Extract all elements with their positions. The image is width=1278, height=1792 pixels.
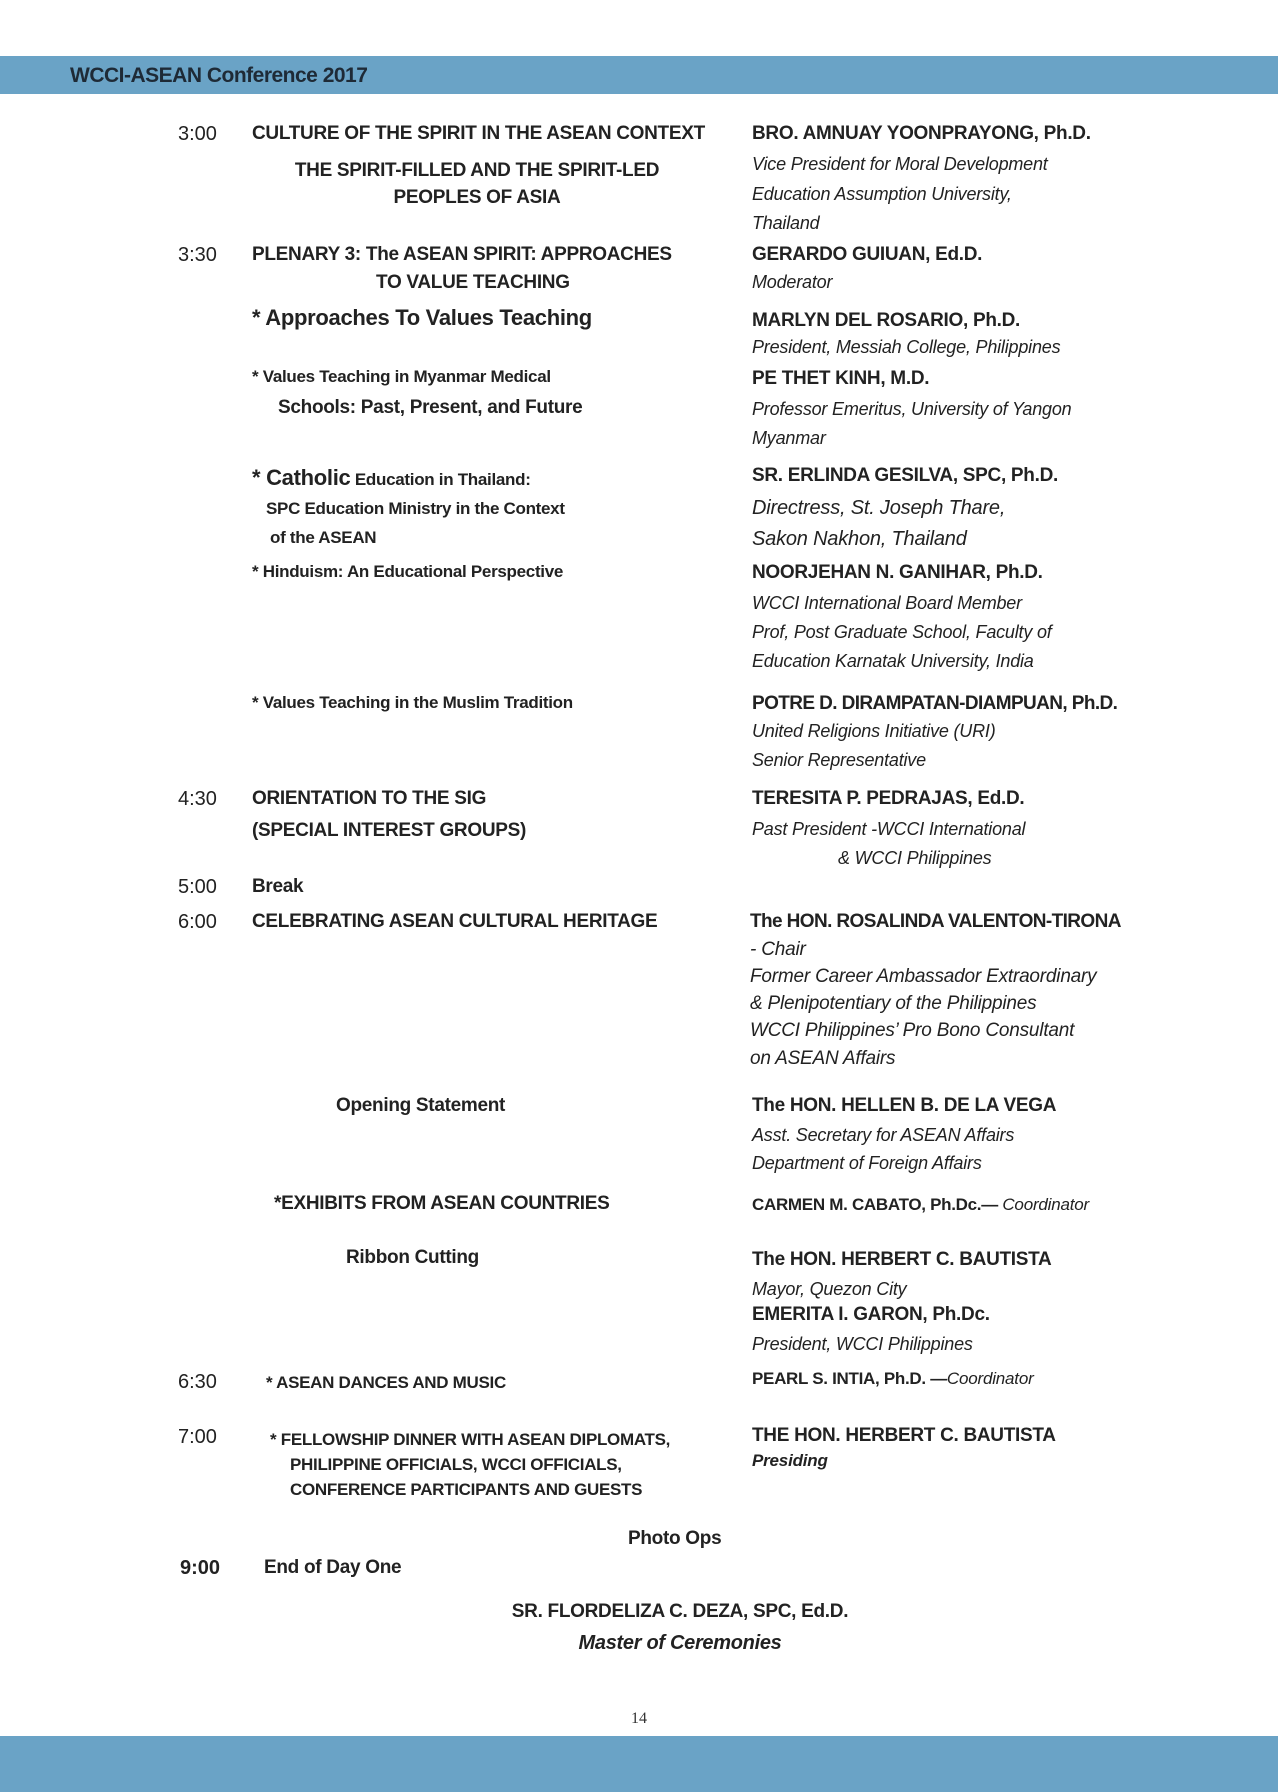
speaker-role: Myanmar xyxy=(752,428,826,448)
speaker-name: The HON. ROSALINDA VALENTON-TIRONA xyxy=(750,911,1121,932)
session-title: Break xyxy=(252,876,304,897)
speaker-role: Former Career Ambassador Extraordinary xyxy=(750,966,1097,987)
speaker-name: THE HON. HERBERT C. BAUTISTA xyxy=(752,1425,1056,1446)
speaker-name: TERESITA P. PEDRAJAS, Ed.D. xyxy=(752,788,1025,809)
speaker-role: United Religions Initiative (URI) xyxy=(752,721,996,741)
time-6-30: 6:30 xyxy=(178,1371,217,1393)
session-subtitle: THE SPIRIT-FILLED AND THE SPIRIT-LED xyxy=(294,160,660,181)
header-title: WCCI-ASEAN Conference 2017 xyxy=(70,64,368,87)
speaker-name xyxy=(752,1369,1034,1389)
time-9-00: 9:00 xyxy=(180,1557,221,1579)
speaker-role: Coordinator xyxy=(946,1369,1034,1388)
speaker-role: Mayor, Quezon City xyxy=(752,1279,907,1299)
session-title: CELEBRATING ASEAN CULTURAL HERITAGE xyxy=(252,911,658,932)
speaker-role: Thailand xyxy=(752,213,820,233)
session-title: (SPECIAL INTEREST GROUPS) xyxy=(252,820,527,841)
speaker-name: PE THET KINH, M.D. xyxy=(752,368,930,389)
speaker-role: Education Karnatak University, India xyxy=(752,651,1034,671)
speaker-role: on ASEAN Affairs xyxy=(750,1048,896,1069)
time-3-30: 3:30 xyxy=(178,244,217,266)
speaker-role: Asst. Secretary for ASEAN Affairs xyxy=(752,1125,1015,1145)
speaker-name: BRO. AMNUAY YOONPRAYONG, Ph.D. xyxy=(752,123,1091,144)
speaker-role: Department of Foreign Affairs xyxy=(752,1153,982,1173)
topic-item: Opening Statement xyxy=(336,1095,506,1116)
speaker-name: EMERITA I. GARON, Ph.Dc. xyxy=(752,1304,990,1325)
photo-ops-note: Photo Ops xyxy=(628,1528,722,1549)
speaker-role: Senior Representative xyxy=(752,750,926,770)
speaker-name-text: CARMEN M. CABATO, Ph.Dc.— xyxy=(752,1195,1003,1214)
topic-item: * FELLOWSHIP DINNER WITH ASEAN DIPLOMATS, xyxy=(270,1430,671,1449)
session-title: TO VALUE TEACHING xyxy=(376,272,570,293)
speaker-name: SR. ERLINDA GESILVA, SPC, Ph.D. xyxy=(752,465,1058,486)
topic-item: of the ASEAN xyxy=(270,528,377,547)
topic-item xyxy=(252,465,531,490)
speaker-name: MARLYN DEL ROSARIO, Ph.D. xyxy=(752,310,1021,331)
speaker-role: - Chair xyxy=(750,939,806,960)
topic-item: * ASEAN DANCES AND MUSIC xyxy=(266,1373,506,1392)
topic-item: SPC Education Ministry in the Context xyxy=(266,499,565,518)
session-subtitle: PEOPLES OF ASIA xyxy=(393,187,561,208)
topic-item: Ribbon Cutting xyxy=(346,1247,479,1268)
page-number: 14 xyxy=(631,1710,647,1727)
speaker-role: Sakon Nakhon, Thailand xyxy=(752,528,967,550)
topic-item: Schools: Past, Present, and Future xyxy=(278,397,583,418)
topic-item: * Hinduism: An Educational Perspective xyxy=(252,562,564,581)
session-title: End of Day One xyxy=(264,1557,402,1578)
time-3-00: 3:00 xyxy=(178,123,217,145)
topic-emphasis: * Catholic xyxy=(252,465,351,490)
topic-item: * Values Teaching in Myanmar Medical xyxy=(252,367,551,386)
speaker-role: President, Messiah College, Philippines xyxy=(752,337,1061,357)
mc-name: SR. FLORDELIZA C. DEZA, SPC, Ed.D. xyxy=(511,1601,849,1622)
topic-item: * Approaches To Values Teaching xyxy=(252,305,592,330)
speaker-role: Prof, Post Graduate School, Faculty of xyxy=(752,622,1052,642)
time-5-00: 5:00 xyxy=(178,876,217,898)
speaker-role: WCCI Philippines’ Pro Bono Consultant xyxy=(750,1020,1075,1041)
speaker-role: & Plenipotentiary of the Philippines xyxy=(750,993,1037,1014)
speaker-name-text: PEARL S. INTIA, Ph.D. — xyxy=(752,1369,947,1388)
speaker-name: The HON. HERBERT C. BAUTISTA xyxy=(752,1249,1052,1270)
session-title: ORIENTATION TO THE SIG xyxy=(252,788,487,809)
speaker-role: President, WCCI Philippines xyxy=(752,1334,973,1354)
speaker-role: Moderator xyxy=(752,272,833,292)
speaker-role: & WCCI Philippines xyxy=(838,848,992,868)
topic-text: Education in Thailand: xyxy=(350,470,531,489)
speaker-role: WCCI International Board Member xyxy=(752,593,1022,613)
speaker-role: Directress, St. Joseph Thare, xyxy=(752,497,1006,519)
topic-item: * Values Teaching in the Muslim Tradition xyxy=(252,693,573,712)
speaker-name: GERARDO GUIUAN, Ed.D. xyxy=(752,244,983,265)
speaker-role: Presiding xyxy=(752,1451,828,1470)
time-4-30: 4:30 xyxy=(178,788,217,810)
header-bar xyxy=(0,56,1278,94)
session-title: CULTURE OF THE SPIRIT IN THE ASEAN CONTEXT xyxy=(252,123,705,144)
speaker-role: Past President -WCCI International xyxy=(752,819,1026,839)
speaker-role: Coordinator xyxy=(1002,1195,1089,1214)
session-title: PLENARY 3: The ASEAN SPIRIT: APPROACHES xyxy=(252,244,672,265)
time-7-00: 7:00 xyxy=(178,1426,217,1448)
speaker-role: Vice President for Moral Development xyxy=(752,154,1048,174)
footer-bar xyxy=(0,1736,1278,1792)
speaker-name: POTRE D. DIRAMPATAN-DIAMPUAN, Ph.D. xyxy=(752,693,1118,714)
speaker-name: NOORJEHAN N. GANIHAR, Ph.D. xyxy=(752,562,1043,583)
topic-item: PHILIPPINE OFFICIALS, WCCI OFFICIALS, xyxy=(290,1455,622,1474)
mc-role: Master of Ceremonies xyxy=(578,1632,782,1654)
speaker-role: Education Assumption University, xyxy=(752,184,1012,204)
speaker-name xyxy=(752,1195,1089,1215)
speaker-role: Professor Emeritus, University of Yangon xyxy=(752,399,1072,419)
speaker-name: The HON. HELLEN B. DE LA VEGA xyxy=(752,1095,1057,1116)
topic-item: CONFERENCE PARTICIPANTS AND GUESTS xyxy=(290,1480,643,1499)
time-6-00: 6:00 xyxy=(178,911,217,933)
topic-item: *EXHIBITS FROM ASEAN COUNTRIES xyxy=(274,1193,610,1214)
